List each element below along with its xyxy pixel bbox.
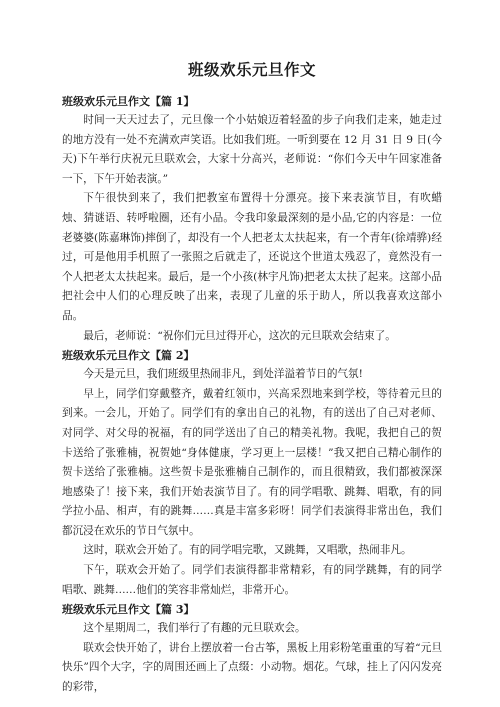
paragraph: 下午，联欢会开始了。同学们表演得都非常精彩，有的同学跳舞，有的同学唱歌、跳舞……他们的笑容非常灿烂，非常开心。 <box>62 564 442 596</box>
section-heading: 班级欢乐元旦作文【篇 3】 <box>62 603 195 617</box>
document-page <box>62 60 442 698</box>
paragraph: 这时，联欢会开始了。有的同学唱完歌，又跳舞，又唱歌，热闹非凡。 <box>83 544 412 557</box>
document-title: 班级欢乐元旦作文 <box>187 60 316 79</box>
section-3 <box>62 600 442 697</box>
section-heading: 班级欢乐元旦作文【篇 2】 <box>62 349 195 363</box>
paragraph: 最后，老师说：“祝你们元旦过得开心，这次的元旦联欢会结束了。 <box>83 329 396 342</box>
paragraph: 这个星期周二，我们举行了有趣的元旦联欢会。 <box>83 622 306 635</box>
paragraph: 下午很快到来了，我们把教室布置得十分漂亮。接下来表演节目，有吹蜡烛、猜谜语、转呼啦圈，还有小品。令我印象最深刻的是小品,它的内容是：一位老婆婆(陈嘉琳饰)摔倒了，却没有一个人把老太太扶起来，有一个青年(徐靖骅)经过，可是他用手机照了一张照之后就走了，还说这个世道太残忍了，竟然没有一个人把老太太扶起来。最后，是一个小孩(林宇凡饰)把老太太扶了起来。这部小品把社会中人们的心理反映了出来，表现了儿童的乐于助人，所以我喜欢这部小品。 <box>62 192 442 322</box>
paragraph: 今天是元旦，我们班级里热闹非凡，到处洋溢着节日的气氛! <box>83 368 363 381</box>
paragraph: 联欢会快开始了，讲台上摆放着一台古筝，黑板上用彩粉笔重重的写着“元旦快乐”四个大字，字的周围还画上了点缀：小动物。烟花。气球，挂上了闪闪发亮的彩带， <box>62 641 442 694</box>
paragraph: 早上，同学们穿戴整齐，戴着红领巾，兴高采烈地来到学校，等待着元旦的到来。一会儿，开始了。同学们有的拿出自己的礼物，有的送出了自己对老师、对同学、对父母的祝福，有的同学送出了自己的精美礼物。我呢，我把自己的贺卡送给了张雅楠，祝贺她“身体健康，学习更上一层楼！”我又把自己精心制作的贺卡送给了张雅楠。这些贺卡是张雅楠自己制作的，而且很精致，我们都被深深地感染了！接下来，我们开始表演节目了。有的同学唱歌、跳舞、唱歌，有的同学拉小品、相声，有的跳舞……真是丰富多彩呀！同学们表演得非常出色，我们都沉浸在欢乐的节日气氛中。 <box>62 387 442 537</box>
section-heading: 班级欢乐元旦作文【篇 1】 <box>62 95 195 108</box>
paragraph: 时间一天天过去了，元旦像一个小姑娘迈着轻盈的步子向我们走来，她走过的地方没有一处不充满欢声笑语。比如我们班。一听到要在 12 月 31 日 9 日(今天)下午举行庆祝元旦联欢会，大家十分高兴，老师说：“你们今天中午回家准备一下，下午开始表演。” <box>62 114 442 185</box>
section-1 <box>62 92 442 346</box>
section-2 <box>62 346 442 600</box>
